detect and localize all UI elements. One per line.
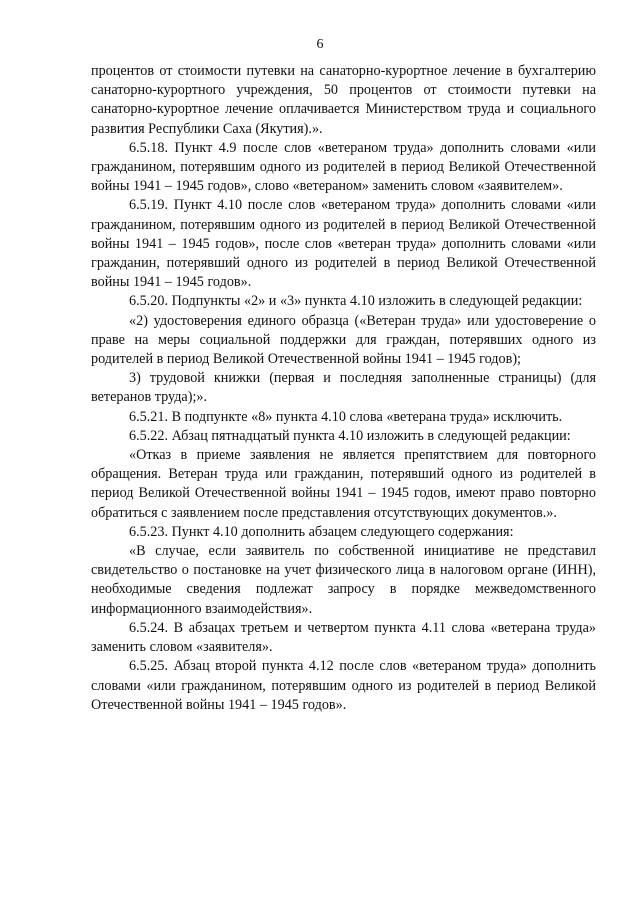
paragraph-6-5-19: 6.5.19. Пункт 4.10 после слов «ветераном труда» дополнить словами «или гражданином, потерявшим одного из родителей в период Великой Отечественной войны 1941 – 1945 годов», после слов «ветеран труда» дополнить словами «или гражданин, потерявший одного из родителей в период Великой Отечественной войны 1941 – 1945 годов». — [91, 197, 596, 291]
paragraph-continuation: процентов от стоимости путевки на санаторно-курортное лечение в бухгалтерию санаторно-курортного учреждения, 50 процентов от стоимости путевки на санаторно-курортное лечение оплачивается Министерством труда и социального развития Республики Саха (Якутия).». — [91, 63, 596, 137]
paragraph-6-5-20: 6.5.20. Подпункты «2» и «3» пункта 4.10 изложить в следующей редакции: — [129, 293, 583, 310]
paragraph-quote-subitem-3: 3) трудовой книжки (первая и последняя заполненные страницы) (для ветеранов труда);». — [91, 370, 596, 406]
paragraph-6-5-23: 6.5.23. Пункт 4.10 дополнить абзацем следующего содержания: — [129, 523, 514, 540]
page-number: 6 — [316, 37, 324, 52]
paragraph-6-5-25: 6.5.25. Абзац второй пункта 4.12 после слов «ветераном труда» дополнить словами «или гражданином, потерявшим одного из родителей в период Великой Отечественной войны 1941 – 1945 годов». — [91, 658, 596, 713]
paragraph-6-5-24: 6.5.24. В абзацах третьем и четвертом пункта 4.11 слова «ветерана труда» заменить словом «заявителя». — [91, 619, 596, 656]
paragraph-quote-refusal: «Отказ в приеме заявления не является препятствием для повторного обращения. Ветеран труда или гражданин, потерявший одного из родителей в период Великой Отечественной войны 1941 – 1945 годов, имеют право повторно обратиться с заявлением после представления отсутствующих документов.». — [91, 447, 596, 521]
paragraph-6-5-21: 6.5.21. В подпункте «8» пункта 4.10 слова «ветерана труда» исключить. — [129, 408, 563, 425]
paragraph-quote-subitem-2: «2) удостоверения единого образца («Ветеран труда» или удостоверение о праве на меры социальной поддержки для граждан, потерявших одного из родителей в период Великой Отечественной войны 1941 – 1945 годов); — [91, 312, 596, 368]
paragraph-quote-inn: «В случае, если заявитель по собственной инициативе не представил свидетельство о постановке на учет физического лица в налоговом органе (ИНН), необходимые сведения подлежат запросу в порядке межведомственного информационного взаимодействия». — [91, 543, 596, 617]
paragraph-6-5-18: 6.5.18. Пункт 4.9 после слов «ветераном труда» дополнить словами «или гражданином, потерявшим одного из родителей в период Великой Отечественной войны 1941 – 1945 годов», слово «ветераном» заменить словом «заявителем». — [91, 139, 596, 195]
document-body — [91, 62, 596, 715]
paragraph-6-5-22: 6.5.22. Абзац пятнадцатый пункта 4.10 изложить в следующей редакции: — [129, 427, 571, 444]
